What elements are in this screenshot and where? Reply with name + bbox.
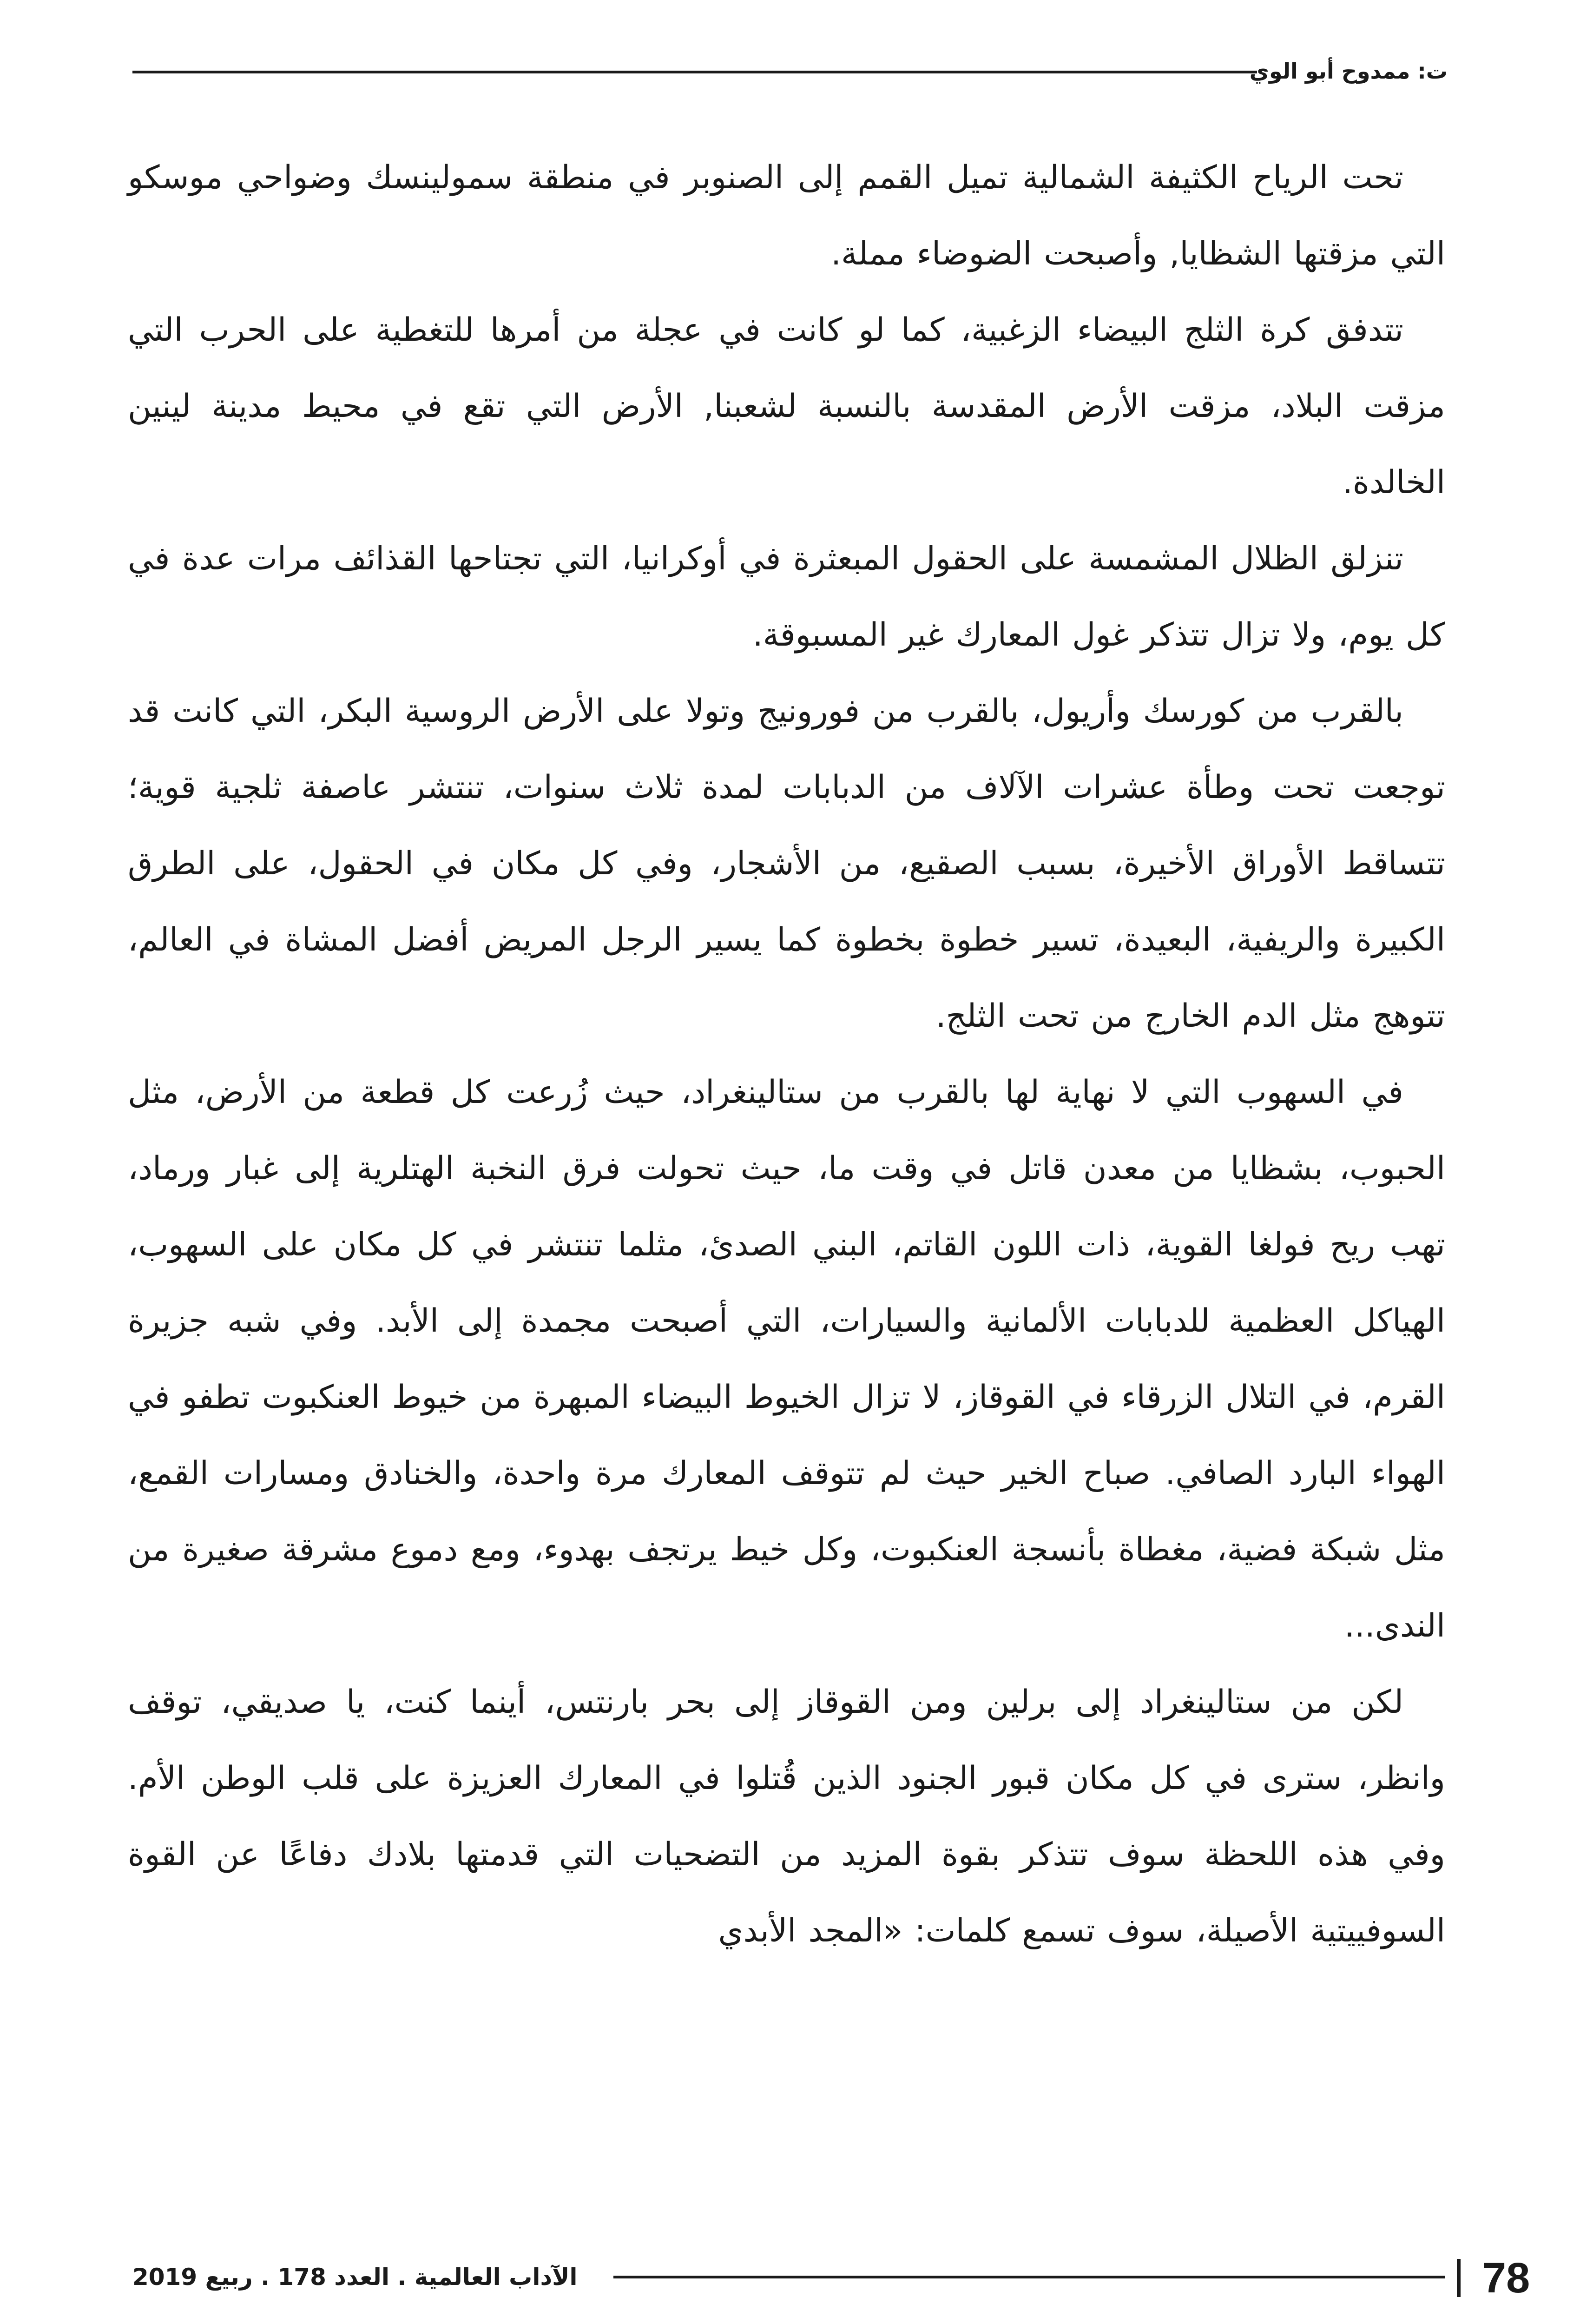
page-footer [132,2250,1530,2305]
footer-separator-bar [1457,2259,1461,2297]
paragraph-4: بالقرب من كورسك وأريول، بالقرب من فورونيج وتولا على الأرض الروسية البكر، التي كانت قد توجعت تحت وطأة عشرات الآلاف من الدبابات لمدة ثلاث سنوات، تنتشر عاصفة ثلجية قوية؛ تتساقط الأوراق الأخيرة، بسبب الصقيع، من الأشجار، وفي كل مكان في الحقول، على الطرق الكبيرة والريفية، البعيدة، تسير خطوة بخطوة كما يسير الرجل المريض أفضل المشاة في العالم، تتوهج مثل الدم الخارج من تحت الثلج. [128,693,1445,1035]
translator-credit: ت: ممدوح أبو الوي [1249,59,1448,84]
publication-info: الآداب العالمية . العدد 178 . ربيع 2019 [132,2264,578,2291]
footer-rule [613,2276,1445,2278]
article-body [128,139,1445,1969]
paragraph-5: في السهوب التي لا نهاية لها بالقرب من ستالينغراد، حيث زُرعت كل قطعة من الأرض، مثل الحبوب، بشظايا من معدن قاتل في وقت ما، حيث تحولت فرق النخبة الهتلرية إلى غبار ورماد، تهب ريح فولغا القوية، ذات اللون القاتم، البني الصدئ، مثلما تنتشر في كل مكان على السهوب، الهياكل العظمية للدبابات الألمانية والسيارات، التي أصبحت مجمدة إلى الأبد. وفي شبه جزيرة القرم، في التلال الزرقاء في القوقاز، لا تزال الخيوط البيضاء المبهرة من خيوط العنكبوت تطفو في الهواء البارد الصافي. صباح الخير حيث لم تتوقف المعارك مرة واحدة، والخنادق ومسارات القمع، مثل شبكة فضية، مغطاة بأنسجة العنكبوت، وكل خيط يرتجف بهدوء، ومع دموع مشرقة صغيرة من الندى... [128,1074,1445,1644]
paragraph-3: تنزلق الظلال المشمسة على الحقول المبعثرة في أوكرانيا، التي تجتاحها القذائف مرات عدة في كل يوم، ولا تزال تتذكر غول المعارك غير المسبوقة. [128,540,1445,654]
page-number: 78 [1482,2254,1530,2302]
paragraph-2: تتدفق كرة الثلج البيضاء الزغبية، كما لو كانت في عجلة من أمرها للتغطية على الحرب التي مزقت البلاد، مزقت الأرض المقدسة بالنسبة لشعبنا, الأرض التي تقع في محيط مدينة لينين الخالدة. [128,311,1445,501]
paragraph-6: لكن من ستالينغراد إلى برلين ومن القوقاز إلى بحر بارنتس، أينما كنت، يا صديقي، توقف وانظر، سترى في كل مكان قبور الجنود الذين قُتلوا في المعارك العزيزة على قلب الوطن الأم. وفي هذه اللحظة سوف تتذكر بقوة المزيد من التضحيات التي قدمتها بلادك دفاعًا عن القوة السوفييتية الأصيلة، سوف تسمع كلمات: «المجد الأبدي [128,1684,1445,1949]
page-header [132,55,1448,87]
paragraph-1: تحت الرياح الكثيفة الشمالية تميل القمم إلى الصنوبر في منطقة سمولينسك وضواحي موسكو التي مزقتها الشظايا, وأصبحت الضوضاء مملة. [128,159,1445,272]
header-rule [132,71,1257,73]
